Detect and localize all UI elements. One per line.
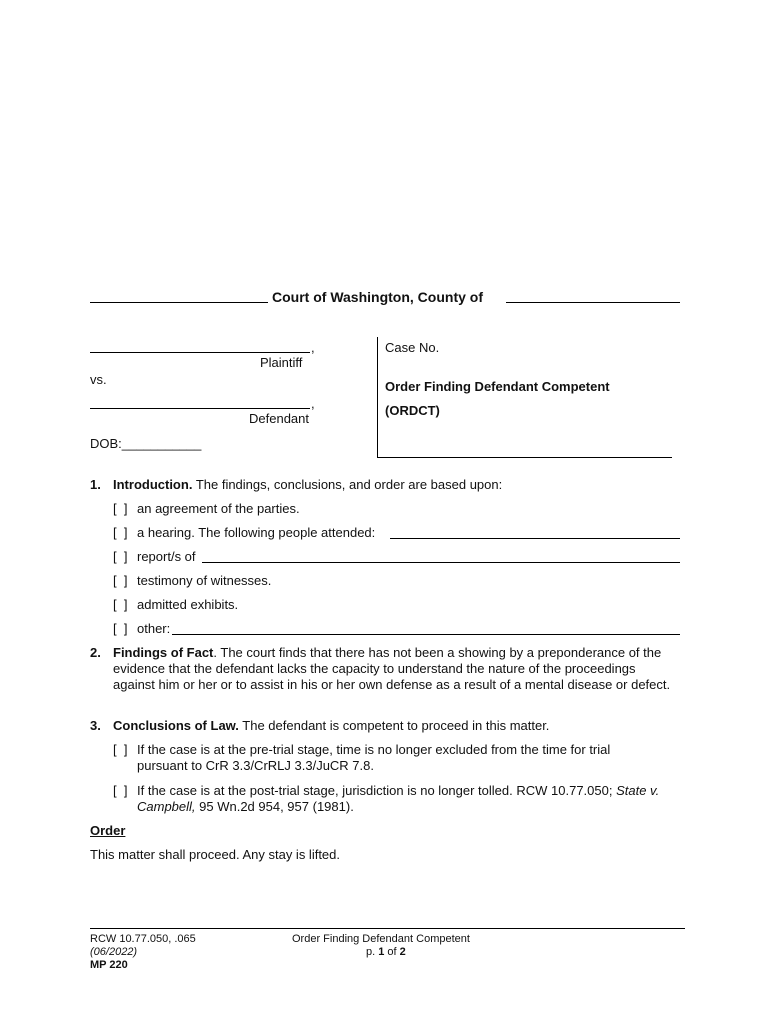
order-text: This matter shall proceed. Any stay is lifted. [90, 847, 340, 862]
section-1-heading: Introduction. [113, 477, 193, 492]
footer-rcw: RCW 10.77.050, .065 [90, 933, 196, 945]
caption-vertical-divider [377, 337, 378, 458]
footer-title: Order Finding Defendant Competent [292, 933, 470, 945]
checkbox-reports[interactable]: [ ] [113, 549, 128, 564]
section-2-number: 2. [90, 645, 101, 660]
defendant-comma: , [311, 396, 315, 411]
plaintiff-comma: , [311, 340, 315, 355]
dob-field[interactable]: DOB:___________ [90, 436, 202, 451]
document-code: (ORDCT) [385, 403, 440, 418]
other-blank[interactable] [172, 620, 680, 635]
section-1-text [113, 477, 502, 492]
footer-page-prefix: p. [366, 946, 379, 958]
option-hearing-label: a hearing. The following people attended: [137, 525, 376, 540]
footer-rule [90, 928, 685, 929]
checkbox-testimony[interactable]: [ ] [113, 573, 128, 588]
footer-form-id: MP 220 [90, 959, 128, 971]
checkbox-hearing[interactable]: [ ] [113, 525, 128, 540]
option-reports-label: report/s of [137, 549, 196, 564]
section-1-number: 1. [90, 477, 101, 492]
section-2-heading: Findings of Fact [113, 645, 214, 660]
option-posttrial-text: If the case is at the post-trial stage, jurisdiction is no longer tolled. RCW 10.77.050; [137, 783, 617, 798]
section-3-body: The defendant is competent to proceed in this matter. [238, 718, 550, 733]
option-pretrial-label: If the case is at the pre-trial stage, time is no longer excluded from the time for trial pursuant to CrR 3.3/CrRLJ 3.3/JuCR 7.8. [137, 742, 611, 773]
option-agreement-label: an agreement of the parties. [137, 501, 300, 516]
case-number-label: Case No. [385, 340, 440, 355]
option-posttrial-citation: 95 Wn.2d 954, 957 (1981). [195, 799, 354, 814]
court-name-blank[interactable] [90, 288, 268, 303]
section-1-body: The findings, conclusions, and order are based upon: [192, 477, 503, 492]
county-name-blank[interactable] [506, 288, 680, 303]
hearing-attendees-blank[interactable] [390, 524, 680, 539]
section-3-text [113, 718, 549, 733]
checkbox-posttrial[interactable]: [ ] [113, 783, 128, 798]
option-posttrial-label [137, 783, 682, 815]
defendant-name-blank[interactable] [90, 394, 310, 409]
court-title: Court of Washington, County of [272, 289, 483, 305]
section-2-body: . The court finds that there has not been a showing by a preponderance of the evidence that the defendant lacks the capacity to understand the nature of the proceedings against him or her or to assist in his or her own defense as a result of a mental disease or defect. [113, 645, 671, 692]
caption-bottom-divider [377, 457, 672, 458]
document-title: Order Finding Defendant Competent [385, 379, 610, 394]
plaintiff-name-blank[interactable] [90, 338, 310, 353]
section-2-paragraph [113, 645, 681, 693]
footer-page-total: 2 [399, 946, 406, 958]
option-posttrial-case-name: State v. Campbell, [137, 783, 660, 814]
checkbox-other[interactable]: [ ] [113, 621, 128, 636]
plaintiff-label: Plaintiff [260, 355, 303, 370]
footer-page-current: 1 [378, 946, 385, 958]
option-testimony-label: testimony of witnesses. [137, 573, 272, 588]
reports-blank[interactable] [202, 548, 680, 563]
checkbox-pretrial[interactable]: [ ] [113, 742, 128, 757]
section-3-number: 3. [90, 718, 101, 733]
option-other-label: other: [137, 621, 171, 636]
footer-page-of: of [384, 946, 400, 958]
vs-label: vs. [90, 372, 107, 387]
footer-date: (06/2022) [90, 946, 138, 958]
option-exhibits-label: admitted exhibits. [137, 597, 239, 612]
defendant-label: Defendant [249, 411, 309, 426]
footer-page-number [366, 946, 406, 958]
section-3-heading: Conclusions of Law. [113, 718, 239, 733]
checkbox-agreement[interactable]: [ ] [113, 501, 128, 516]
order-heading: Order [90, 823, 126, 838]
checkbox-exhibits[interactable]: [ ] [113, 597, 128, 612]
